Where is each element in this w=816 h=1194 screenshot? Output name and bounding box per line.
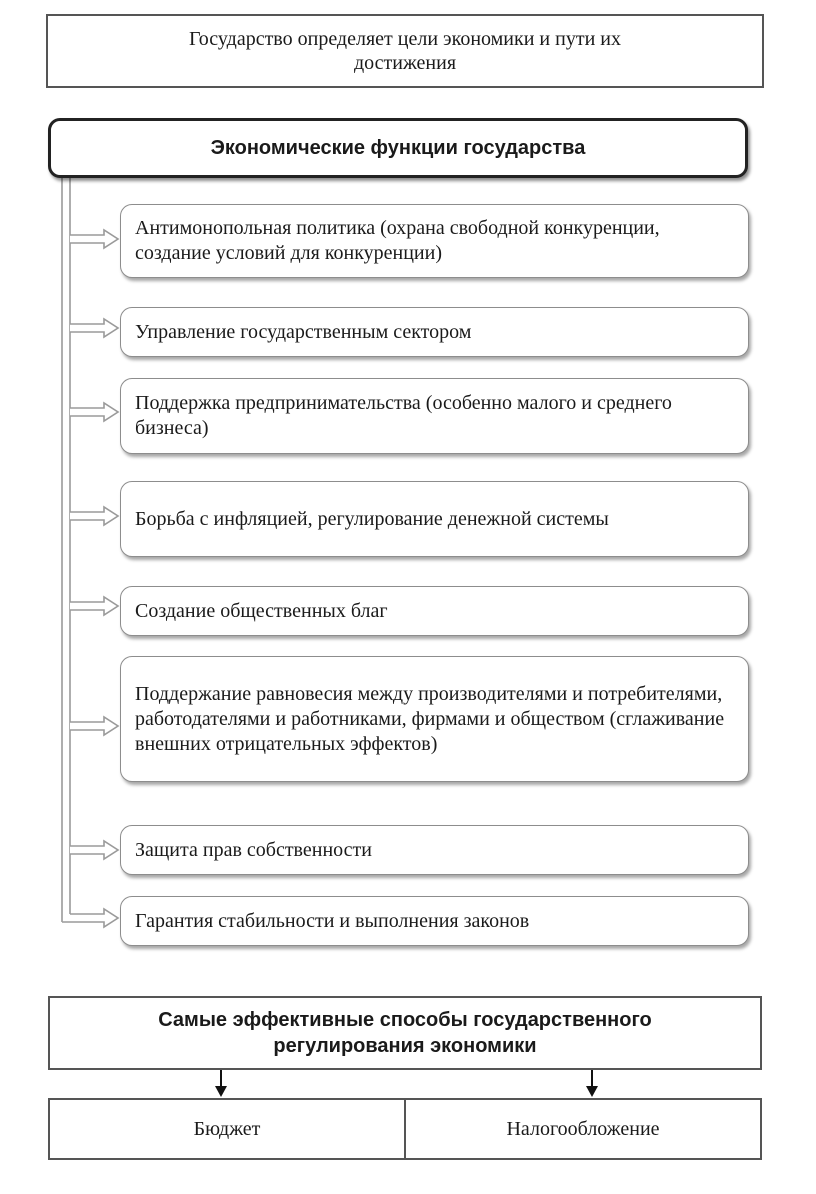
function-text: Гарантия стабильности и выполнения законов — [135, 909, 530, 932]
function-text: Борьба с инфляцией, регулирование денежной системы — [135, 507, 609, 530]
function-text: Защита прав собственности — [135, 838, 372, 861]
functions-header-text: Экономические функции государства — [210, 136, 586, 159]
function-text: Создание общественных благ — [135, 599, 388, 622]
function-text: Поддержка предпринимательства (особенно малого и среднего бизнеса) — [135, 392, 672, 439]
method-taxation-text: Налогообложение — [506, 1117, 660, 1140]
function-text: Управление государственным сектором — [135, 320, 472, 343]
top-box-text: Государство определяет цели экономики и пути их достижения — [188, 28, 621, 74]
methods-box-text: Самые эффективные способы государственного регулирования экономики — [158, 1009, 652, 1057]
down-arrow-taxation-head — [586, 1086, 598, 1097]
down-arrow-budget-head — [215, 1086, 227, 1097]
function-text: Антимонопольная политика (охрана свободной конкуренции, создание условий для конкуренции) — [135, 217, 660, 264]
methods-row — [48, 1098, 762, 1160]
function-text: Поддержание равновесия между производителями и потребителями, работодателями и работниками, фирмами и обществом (сглаживание внешних отрицательных эффектов) — [135, 682, 725, 755]
method-budget-text: Бюджет — [193, 1117, 261, 1140]
method-budget — [50, 1100, 404, 1158]
method-taxation — [404, 1100, 760, 1158]
